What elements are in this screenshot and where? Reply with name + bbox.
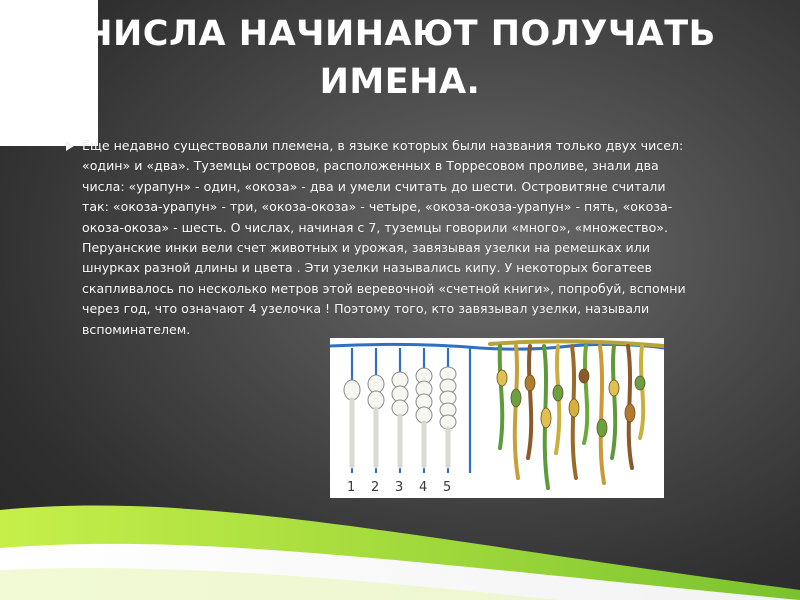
knot-number-2: 2: [371, 480, 380, 495]
slide-title: ЧИСЛА НАЧИНАЮТ ПОЛУЧАТЬ ИМЕНА.: [84, 14, 716, 102]
knot-number-5: 5: [443, 480, 452, 495]
knot-number-1: 1: [347, 480, 356, 495]
knot-number-3: 3: [395, 480, 404, 495]
knot-number-4: 4: [419, 480, 428, 495]
body-text: Еще недавно существовали племена, в языке которых были названия только двух чисел: «один» и «два». Туземцы островов, расположенных в Торресовом проливе, знали два числа: «урапун» - один, «окоза» - два и умели считать до шести. Островитяне считали так: «окоза-урапун» - три, «окоза-окоза» - четыре, «окоза-окоза-урапун» - пять, «окоза- окоза-окоза» - шесть. О числах, начиная с 7, туземцы говорили «много», «множество». Перуанские инки вели счет животных и урожая, завязывая узелки на ремешках или шнурках разной длины и цвета . Эти узелки назывались кипу. У некоторых богатеев скапливалось по несколько метров этой веревочной «счетной книги», попробуй, вспомни через год, что означают 4 узелочка ! Поэтому того, кто завязывал узелки, называли вспоминателем.: [82, 138, 686, 337]
bullet-arrow-icon: [66, 141, 74, 151]
quipu-figure: [330, 338, 664, 498]
bullet-paragraph: [66, 136, 766, 340]
quipu-illustration: [330, 338, 664, 498]
